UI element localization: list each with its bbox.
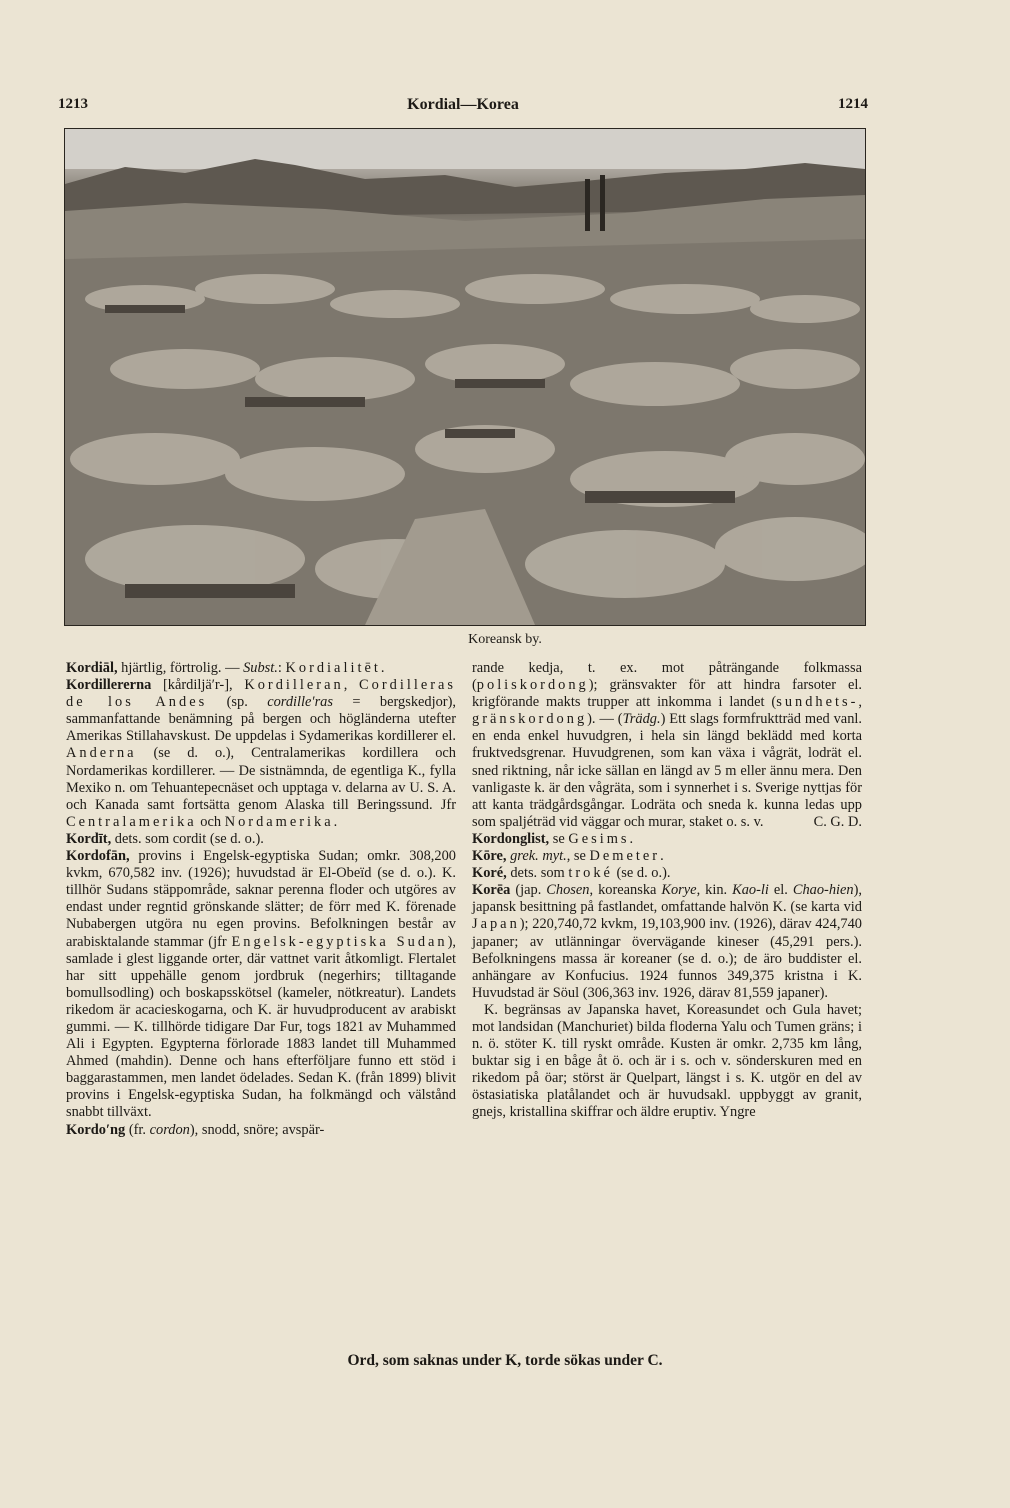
entry-korea-geography: K. begränsas av Japanska havet, Koreasundet och Gula havet; mot landsidan (Manchuriet) bilda floderna Yalu och Tumen gräns; i n. ö. stöter K. till ryskt område. Kusten är omkr. 2,735 km lång, buktar sig i en båge åt ö. och är i s. och v. sönderskuren med en rikedom på öar; störst är Quelpart, längst i s. K. utgör en del av östasiatiska platålandet och är huvudsakl. uppbyggt av granit, gnejs, kristallina skiffrar och äldre eruptiv. Yngre bbox=[472, 1001, 862, 1121]
entry-italic: cordon bbox=[149, 1121, 190, 1138]
entry-italic: Kao-li bbox=[732, 882, 769, 899]
entry-spaced: Centralamerika bbox=[66, 813, 197, 830]
entry-text: ); gränsvakter för att hindra farsoter el. krigförande makts trupper att inkomma i landet ( bbox=[472, 677, 862, 711]
entry-italic: Subst. bbox=[243, 660, 278, 676]
entry-text: (sp. bbox=[207, 694, 268, 711]
entry-kordong bbox=[66, 1122, 456, 1139]
headword: Kordīt, bbox=[66, 830, 112, 847]
entry-text: rande kedja, t. ex. mot påträngande folkmassa ( bbox=[472, 660, 862, 694]
entry-text: (se d. o.), Centralamerikas kordillera och Nordamerikas kordillerer. — De sistnämnda, de egentliga K., fylla Mexiko n. om Tehuantepecnäset och upptaga v. delarna av U. S. A. och Kanada samt fortsätta genom Alaska till Beringssund. Jfr bbox=[66, 745, 456, 813]
entry-kore-accent bbox=[472, 865, 862, 882]
entry-text: : bbox=[277, 660, 286, 676]
page-number-right: 1214 bbox=[838, 96, 868, 112]
entry-text: [kårdiljä′r-], bbox=[151, 677, 245, 694]
headword: Kordonglist, bbox=[472, 830, 550, 847]
page-title: Kordial—Korea bbox=[407, 96, 519, 113]
entry-italic: Chosen bbox=[546, 882, 590, 899]
entry-text: . bbox=[333, 813, 338, 830]
entry-kordial bbox=[66, 660, 456, 677]
entry-kordong-continued bbox=[472, 660, 862, 831]
headword: Kōre, bbox=[472, 848, 507, 865]
entry-italic: Korye bbox=[661, 882, 697, 899]
entry-spaced: Engelsk-egyptiska Sudan bbox=[231, 933, 448, 950]
headword: Kordillererna bbox=[66, 677, 152, 694]
entry-spaced: Cordilleras de los Andes bbox=[66, 677, 456, 711]
entry-italic: grek. myt. bbox=[506, 848, 567, 865]
headword: Kordiāl, bbox=[66, 660, 118, 676]
entry-text: (jap. bbox=[510, 882, 547, 899]
entry-spaced: troké bbox=[568, 865, 613, 882]
entry-spaced: Kordilleran bbox=[244, 677, 344, 694]
entry-text: el. bbox=[768, 882, 793, 899]
entry-text: ) Ett slags formfruktträd med vanl. en enda enkel huvudgren, i hela sin längd beklädd med korta fruktvedsgrenar. Huvudgrenen, som kan växa i vågrät, lodrät el. sned riktning, når icke sällan en längd av 5 m eller ännu mera. Den vanligaste k. är den vågräta, som i synnerhet i s. Sverige nyttjas för att kanta trädgårdsgångar. Lodräta och sneda k. kunna ledas upp som spaljéträd vid väggar och murar, staket o. s. v. bbox=[472, 711, 862, 830]
entry-text: ), japansk besittning på fastlandet, omfattande halvön K. (se karta vid bbox=[472, 882, 862, 916]
entry-spaced: sundhets- bbox=[776, 694, 859, 711]
entry-text: (se d. o.). bbox=[612, 865, 671, 882]
entry-spaced: Japan bbox=[472, 916, 520, 933]
entry-text: = bergskedjor), sammanfattande benämning på bergen och högländerna utefter Amerikas Stillahavskust. De uppdelas i Sydamerikas kordillerer el. bbox=[66, 694, 456, 745]
entry-text: , koreanska bbox=[589, 882, 662, 899]
author-signature: C. G. D. bbox=[813, 813, 862, 830]
entry-text: ); 220,740,72 kvkm, 19,103,900 inv. (1926), därav 424,740 japaner; av utlänningar övervägande kineser (45,291 pers.). Befolkningens massa är koreaner (se d. o.); de äro buddister el. anhängare av Konfucius. 1924 funnos 349,375 kristna i K. Huvudstad är Söul (306,363 inv. 1926, därav 81,559 japaner). bbox=[472, 916, 862, 1001]
entry-spaced: poliskordong bbox=[476, 677, 589, 694]
entry-text: och bbox=[196, 813, 225, 830]
entry-kordillererna bbox=[66, 677, 456, 831]
entry-korea bbox=[472, 882, 862, 1002]
page-number-left: 1213 bbox=[58, 96, 88, 112]
entry-text: ), samlade i glest liggande orter, där vattnet varit åtkomligt. Flertalet har sitt uppehälle genom jordbruk (negerhirs; tilltagande bomullsodling) och boskapsskötsel (kameler, nötkreatur). Landets rikedom är acacieskogarna, och K. är huvudproducent av arabiskt gummi. — K. tillhörde tidigare Dar Fur, togs 1821 av Muhammed Ali i Egypten. Egypterna förlorade 1883 landet till Muhammed Ahmed (mahdin). Denne och hans efterföljare funno ett stöd i baggarastammen, men landet ödelades. Sedan K. (från 1899) blivit provins i Engelsk-egyptiska Sudan, ha folkmängd och välstånd snabbt tillväxt. bbox=[66, 933, 456, 1121]
entry-spaced: Demeter bbox=[589, 848, 661, 865]
entry-spaced: Nordamerika bbox=[224, 813, 334, 830]
entry-spaced: Anderna bbox=[66, 745, 137, 762]
headword: Korēa bbox=[472, 882, 511, 899]
right-text-column bbox=[472, 660, 862, 1122]
headword: Kordofān, bbox=[66, 848, 130, 865]
entry-text: . bbox=[629, 830, 634, 847]
entry-kordonglist bbox=[472, 831, 862, 848]
entry-spaced: Gesims bbox=[568, 830, 630, 847]
headword: Kordo′ng bbox=[66, 1121, 126, 1138]
entry-text: provins i Engelsk-egyptiska Sudan; omkr. 308,200 kvkm, 670,582 inv. (1926); huvudstad är El-Obeïd (se d. o.). K. tillhör Sudans stäppområde, saknar perenna floder och utgöres av endast under regntid grönskande slätter; de förr med K. förenade Nubabergen utgöra nu egen provins. Befolkningen består av arabisktalande stammar (jfr bbox=[66, 848, 456, 950]
entry-spaced: gränskordong bbox=[472, 711, 588, 728]
entry-spaced: Kordialitēt bbox=[285, 660, 381, 676]
entry-text: dets. som cordit (se d. o.). bbox=[111, 830, 264, 847]
entry-kordofan bbox=[66, 848, 456, 1122]
entry-text: (fr. bbox=[125, 1121, 150, 1138]
entry-text: ). — ( bbox=[587, 711, 623, 728]
entry-text: se bbox=[549, 830, 569, 847]
footer-note: Ord, som saknas under K, torde sökas under C. bbox=[347, 1352, 663, 1369]
entry-kordit bbox=[66, 831, 456, 848]
entry-italic: cordille′ras bbox=[267, 694, 333, 711]
entry-text: . bbox=[660, 848, 664, 865]
entry-text: , kin. bbox=[696, 882, 733, 899]
entry-italic: Trädg. bbox=[622, 711, 661, 728]
photo-illustration bbox=[65, 129, 865, 625]
entry-text: , bbox=[343, 677, 360, 694]
figure-caption: Koreansk by. bbox=[468, 632, 542, 647]
entry-text: , bbox=[858, 694, 862, 711]
entry-text: hjärtlig, förtrolig. — bbox=[117, 660, 244, 676]
headword: Koré, bbox=[472, 865, 507, 882]
entry-text: ), snodd, snöre; avspär- bbox=[189, 1121, 325, 1138]
left-text-column bbox=[66, 660, 456, 1139]
entry-text: dets. som bbox=[506, 865, 569, 882]
running-header bbox=[58, 96, 868, 118]
entry-text: . bbox=[380, 660, 385, 676]
entry-text: , se bbox=[566, 848, 590, 865]
entry-kore bbox=[472, 848, 862, 865]
village-photograph bbox=[64, 128, 866, 626]
entry-italic: Chao-hien bbox=[792, 882, 854, 899]
